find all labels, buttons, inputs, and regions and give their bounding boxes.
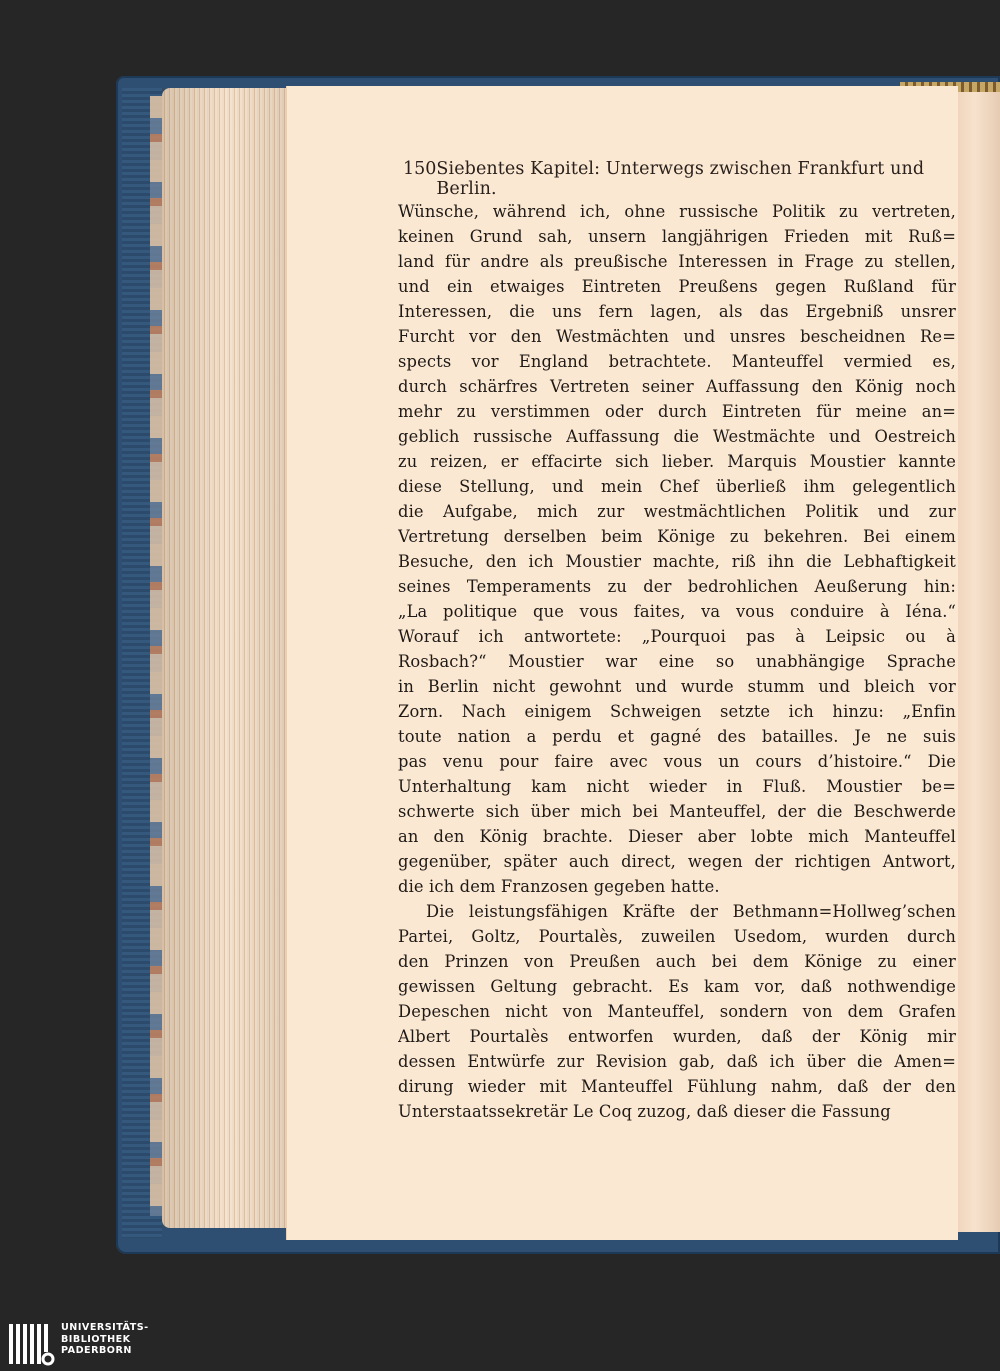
library-logo-icon — [8, 1322, 56, 1366]
text-line: land für andre als preußische Interessen in Frage zu stellen, — [398, 252, 956, 271]
text-line: geblich russische Auffassung die Westmächte und Oestreich — [398, 427, 956, 446]
text-line: zu reizen, er effacirte sich lieber. Marquis Moustier kannte — [398, 452, 956, 471]
text-line: Vertretung derselben beim Könige zu bekehren. Bei einem — [398, 527, 956, 546]
text-line: pas venu pour faire avec vous un cours d’histoire.“ Die — [398, 752, 956, 771]
text-line: die Aufgabe, mich zur westmächtlichen Politik und zur — [398, 502, 956, 521]
text-line: Furcht vor den Westmächten und unsres bescheidnen Re= — [398, 327, 956, 346]
body-text — [398, 199, 956, 1124]
text-line: dessen Entwürfe zur Revision gab, daß ich über die Amen= — [398, 1052, 956, 1071]
text-line: an den König brachte. Dieser aber lobte mich Manteuffel — [398, 827, 956, 846]
text-line: Partei, Goltz, Pourtalès, zuweilen Usedom, wurden durch — [398, 927, 956, 946]
text-line: Interessen, die uns fern lagen, als das Ergebniß unsrer — [398, 302, 956, 321]
text-line: dirung wieder mit Manteuffel Fühlung nahm, daß der den — [398, 1077, 956, 1096]
text-line: Unterstaatssekretär Le Coq zuzog, daß dieser die Fassung — [398, 1102, 891, 1121]
text-line: Worauf ich antwortete: „Pourquoi pas à Leipsic ou à — [398, 627, 956, 646]
page-number: 150 — [403, 159, 437, 179]
text-line: Albert Pourtalès entworfen wurden, daß der König mir — [398, 1027, 956, 1046]
text-line: mehr zu verstimmen oder durch Eintreten für meine an= — [398, 402, 956, 421]
text-line: Die leistungsfähigen Kräfte der Bethmann=Hollweg’schen — [426, 902, 956, 921]
text-line: in Berlin nicht gewohnt und wurde stumm und bleich vor — [398, 677, 956, 696]
library-logo — [8, 1322, 178, 1368]
text-line: Zorn. Nach einigem Schweigen setzte ich hinzu: „Enfin — [398, 702, 956, 721]
text-line: Unterhaltung kam nicht wieder in Fluß. Moustier be= — [398, 777, 956, 796]
text-line: spects vor England betrachtete. Manteuffel vermied es, — [398, 352, 956, 371]
text-line: den Prinzen von Preußen auch bei dem Könige zu einer — [398, 952, 956, 971]
logo-line-2: BIBLIOTHEK — [61, 1333, 131, 1345]
text-line: Besuche, den ich Moustier machte, riß ihn die Lebhaftigkeit — [398, 552, 956, 571]
text-line: toute nation a perdu et gagné des batailles. Je ne suis — [398, 727, 956, 746]
text-line: gewissen Geltung gebracht. Es kam vor, daß nothwendige — [398, 977, 956, 996]
text-line: gegenüber, später auch direct, wegen der richtigen Antwort, — [398, 852, 956, 871]
text-line: Depeschen nicht von Manteuffel, sondern von dem Grafen — [398, 1002, 956, 1021]
text-line: diese Stellung, und mein Chef überließ ihm gelegentlich — [398, 477, 956, 496]
text-line: schwerte sich über mich bei Manteuffel, der die Beschwerde — [398, 802, 956, 821]
text-line: Wünsche, während ich, ohne russische Politik zu vertreten, — [398, 202, 956, 221]
next-page-edge — [958, 92, 1000, 1232]
text-line: seines Temperaments zu der bedrohlichen Aeußerung hin: — [398, 577, 956, 596]
text-line: die ich dem Franzosen gegeben hatte. — [398, 877, 720, 896]
text-line: keinen Grund sah, unsern langjährigen Frieden mit Ruß= — [398, 227, 956, 246]
logo-line-3: PADERBORN — [61, 1345, 132, 1356]
logo-line-1: UNIVERSITÄTS- — [61, 1322, 149, 1333]
page-stack-shade — [162, 88, 292, 1228]
running-head — [403, 159, 951, 199]
chapter-title: Siebentes Kapitel: Unterwegs zwischen Frankfurt und Berlin. — [436, 159, 925, 199]
library-logo-text — [61, 1322, 149, 1357]
text-line: und ein etwaiges Eintreten Preußens gegen Rußland für — [398, 277, 956, 296]
text-line: durch schärfres Vertreten seiner Auffassung den König noch — [398, 377, 956, 396]
text-line: Rosbach?“ Moustier war eine so unabhängige Sprache — [398, 652, 956, 671]
text-line: „La politique que vous faites, va vous conduire à Iéna.“ — [398, 602, 956, 621]
